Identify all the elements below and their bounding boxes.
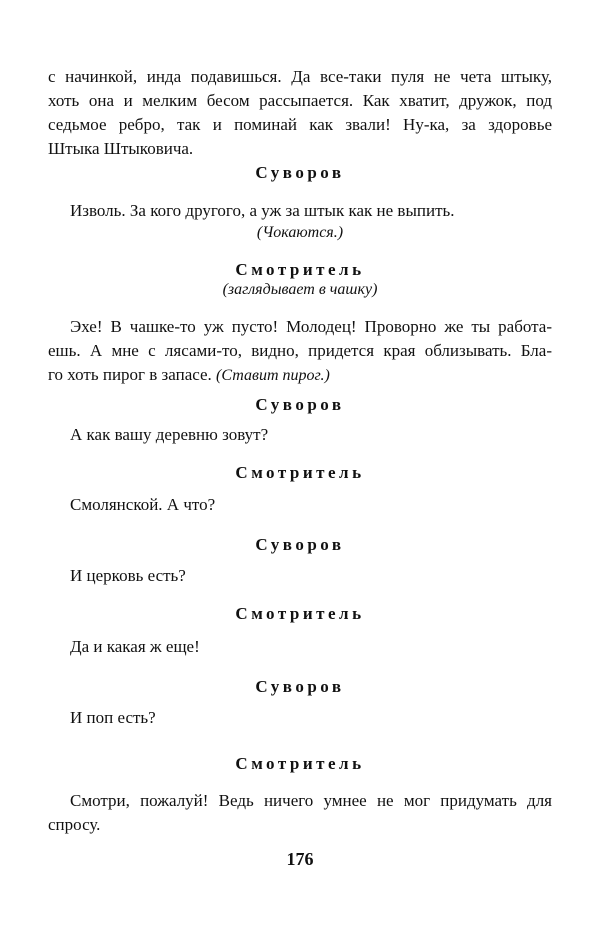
speaker-name: Смотритель (235, 260, 365, 279)
paragraph: А как вашу деревню зовут? (70, 425, 269, 444)
stage-direction: (Чокаются.) (256, 224, 344, 241)
speaker-name: Смотритель (235, 754, 365, 773)
speaker-name: Суворов (255, 677, 345, 696)
paragraph (48, 789, 552, 837)
page-number: 176 (286, 849, 314, 869)
paragraph: И поп есть? (70, 708, 156, 727)
paragraph: И церковь есть? (70, 566, 186, 585)
speaker-name: Смотритель (235, 463, 365, 482)
speaker-name: Суворов (255, 163, 345, 182)
text-line: Эхе! В чашке-то уж пусто! Молодец! Проворно же ты работа- (70, 317, 552, 336)
text-line: с начинкой, инда подавишься. Да все-таки пуля не чета штыку, (48, 67, 552, 86)
paragraph: Изволь. За кого другого, а уж за штык как не выпить. (70, 201, 455, 220)
speaker-name: Суворов (255, 535, 345, 554)
text-line: седьмое ребро, так и поминай как звали! Ну-ка, за здоровье (48, 115, 552, 134)
text-line: го хоть пирог в запасе. (48, 365, 212, 384)
text-line: хоть она и мелким бесом рассыпается. Как хватит, дружок, под (48, 91, 552, 110)
text-line: Штыка Штыковича. (48, 139, 194, 158)
paragraph (48, 65, 552, 161)
speaker-name: Суворов (255, 395, 345, 414)
text-line: спросу. (48, 815, 101, 834)
paragraph: Да и какая ж еще! (70, 637, 200, 656)
text-line: Смотри, пожалуй! Ведь ничего умнее не мог придумать для (70, 791, 552, 810)
paragraph: Смолянской. А что? (70, 495, 216, 514)
speaker-name: Смотритель (235, 604, 365, 623)
stage-direction: (заглядывает в чашку) (222, 281, 378, 298)
text-line: ешь. А мне с лясами-то, видно, придется края облизывать. Бла- (48, 341, 552, 360)
paragraph (48, 315, 552, 387)
stage-direction: (Ставит пирог.) (216, 367, 330, 384)
